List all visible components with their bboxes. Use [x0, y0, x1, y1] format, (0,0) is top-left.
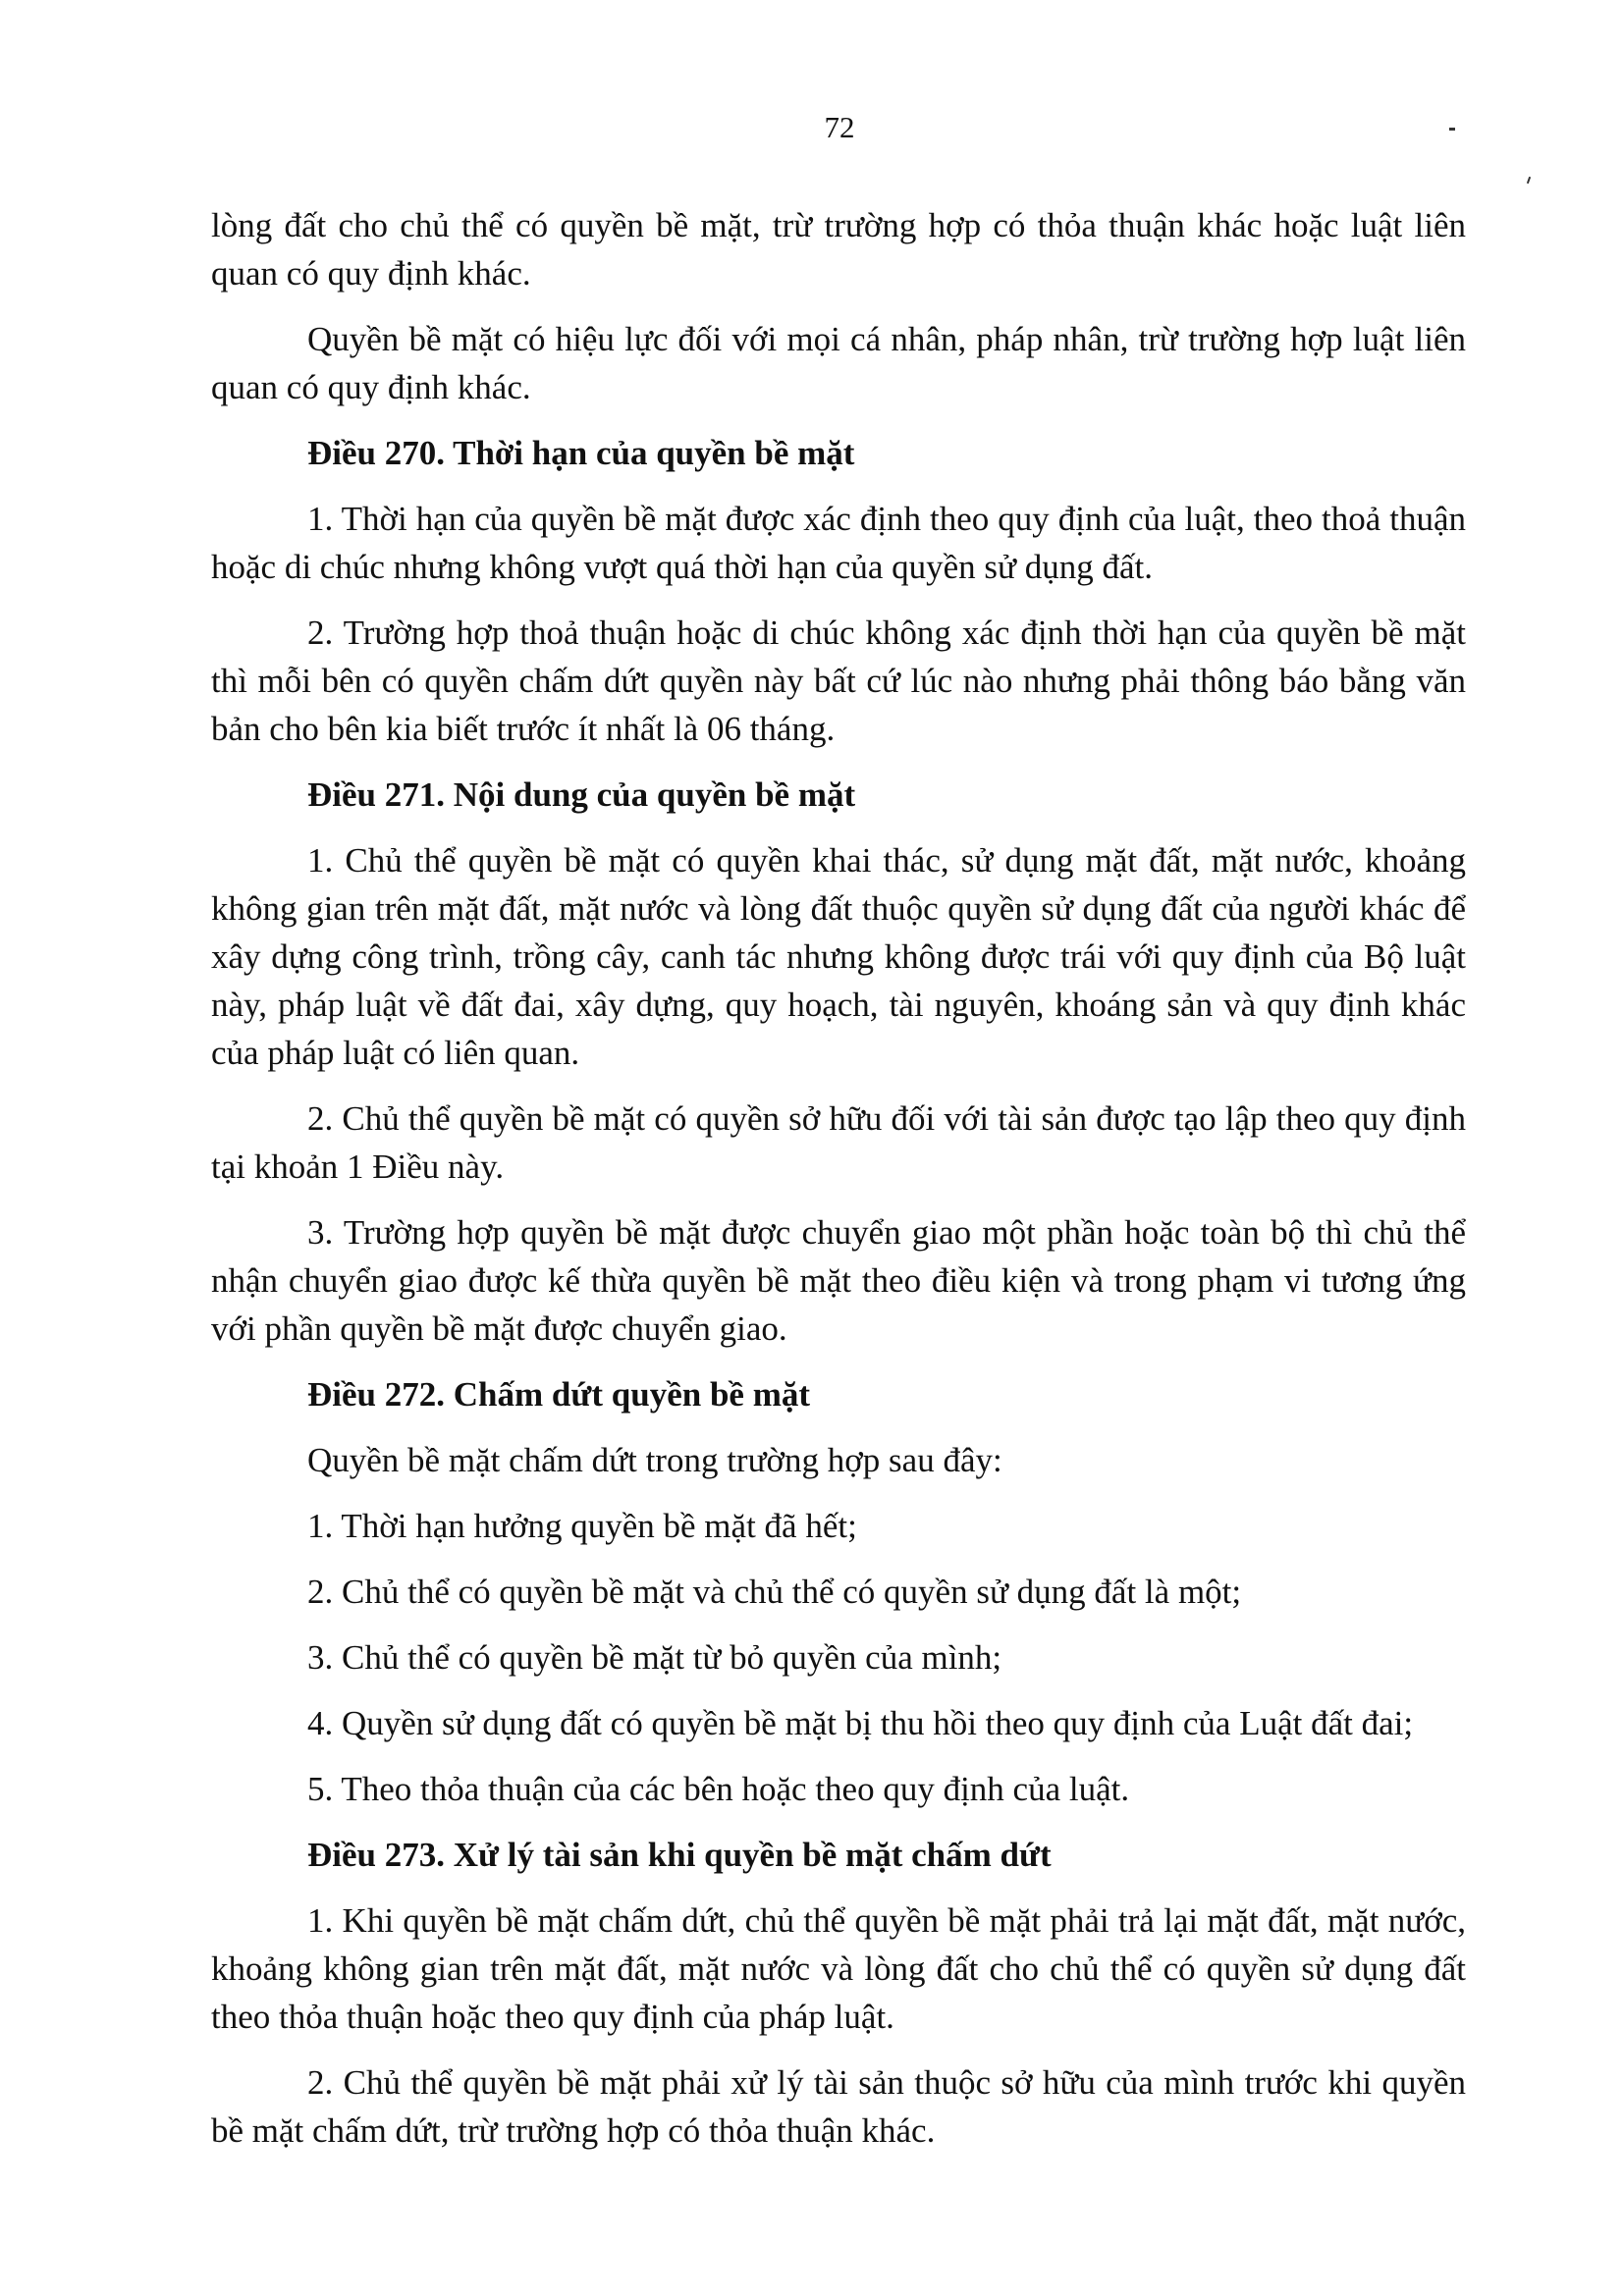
- article-heading: Điều 271. Nội dung của quyền bề mặt: [307, 775, 856, 814]
- paragraph: 2. Chủ thể quyền bề mặt phải xử lý tài sản thuộc sở hữu của mình trước khi quyền bề mặt chấm dứt, trừ trường hợp có thỏa thuận khác.: [211, 2063, 1466, 2150]
- paragraph: 3. Trường hợp quyền bề mặt được chuyển giao một phần hoặc toàn bộ thì chủ thể nhận chuyển giao được kế thừa quyền bề mặt theo điều kiện và trong phạm vi tương ứng với phần quyền bề mặt được chuyển giao.: [211, 1213, 1466, 1348]
- paragraph: 2. Chủ thể quyền bề mặt có quyền sở hữu đối với tài sản được tạo lập theo quy định tại khoản 1 Điều này.: [211, 1099, 1466, 1186]
- paragraph: 2. Chủ thể có quyền bề mặt và chủ thể có quyền sử dụng đất là một;: [307, 1573, 1242, 1611]
- article-heading: Điều 273. Xử lý tài sản khi quyền bề mặt chấm dứt: [307, 1836, 1052, 1874]
- paragraph: 2. Trường hợp thoả thuận hoặc di chúc không xác định thời hạn của quyền bề mặt thì mỗi bên có quyền chấm dứt quyền này bất cứ lúc nào nhưng phải thông báo bằng văn bản cho bên kia biết trước ít nhất là 06 tháng.: [211, 614, 1466, 748]
- paragraph: 1. Khi quyền bề mặt chấm dứt, chủ thể quyền bề mặt phải trả lại mặt đất, mặt nước, khoảng không gian trên mặt đất, mặt nước và lòng đất cho chủ thể có quyền sử dụng đất theo thỏa thuận hoặc theo quy định của pháp luật.: [211, 1901, 1466, 2036]
- paragraph: Quyền bề mặt chấm dứt trong trường hợp sau đây:: [307, 1441, 1002, 1479]
- paragraph: 5. Theo thỏa thuận của các bên hoặc theo quy định của luật.: [307, 1770, 1130, 1808]
- document-body: [211, 201, 1466, 2172]
- paragraph: 1. Thời hạn của quyền bề mặt được xác định theo quy định của luật, theo thoả thuận hoặc di chúc nhưng không vượt quá thời hạn của quyền sử dụng đất.: [211, 500, 1466, 586]
- page-number: 72: [824, 110, 855, 144]
- scan-speck: [1449, 128, 1455, 131]
- paragraph: 1. Thời hạn hưởng quyền bề mặt đã hết;: [307, 1507, 857, 1545]
- article-heading: Điều 270. Thời hạn của quyền bề mặt: [307, 434, 855, 472]
- paragraph: 4. Quyền sử dụng đất có quyền bề mặt bị thu hồi theo quy định của Luật đất đai;: [307, 1704, 1414, 1742]
- paragraph: 3. Chủ thể có quyền bề mặt từ bỏ quyền của mình;: [307, 1638, 1002, 1677]
- paragraph: Quyền bề mặt có hiệu lực đối với mọi cá nhân, pháp nhân, trừ trường hợp luật liên quan có quy định khác.: [211, 320, 1466, 406]
- scan-speck: [1527, 177, 1531, 184]
- paragraph: 1. Chủ thể quyền bề mặt có quyền khai thác, sử dụng mặt đất, mặt nước, khoảng không gian trên mặt đất, mặt nước và lòng đất thuộc quyền sử dụng đất của người khác để xây dựng công trình, trồng cây, canh tác nhưng không được trái với quy định của Bộ luật này, pháp luật về đất đai, xây dựng, quy hoạch, tài nguyên, khoáng sản và quy định khác của pháp luật có liên quan.: [211, 841, 1466, 1072]
- article-heading: Điều 272. Chấm dứt quyền bề mặt: [307, 1375, 811, 1414]
- paragraph: lòng đất cho chủ thể có quyền bề mặt, trừ trường hợp có thỏa thuận khác hoặc luật liên quan có quy định khác.: [211, 206, 1466, 293]
